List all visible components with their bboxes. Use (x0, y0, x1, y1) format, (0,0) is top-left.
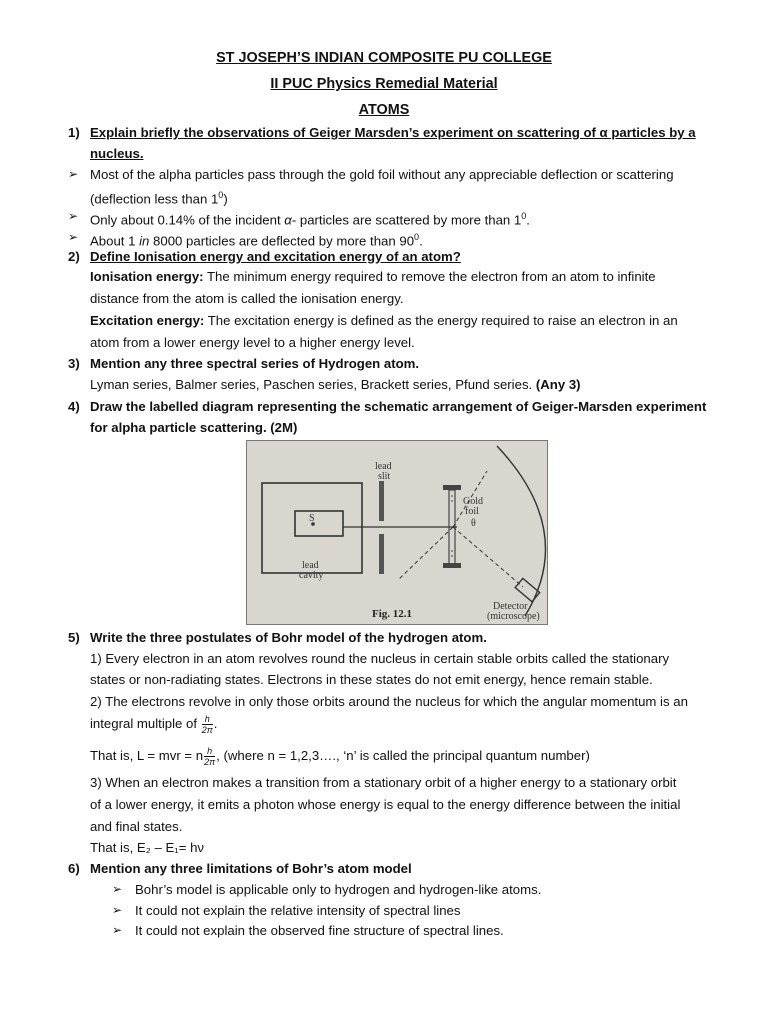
figure-caption: Fig. 12.1 (372, 608, 413, 620)
lead-slit-label-1: lead (375, 461, 392, 472)
bullet-arrow-icon: ➢ (68, 167, 79, 181)
question-number-1: 1) (68, 125, 80, 140)
question-number-5: 5) (68, 630, 80, 645)
question-2: Define Ionisation energy and excitation energy of an atom? (90, 249, 461, 264)
question-number-4: 4) (68, 399, 80, 414)
question-4-line-2: for alpha particle scattering. (2M) (90, 420, 298, 435)
limitation-item: It could not explain the observed fine structure of spectral lines. (135, 923, 504, 938)
q1-bullet-3: About 1 in 8000 particles are deflected by more than $90^0$. (90, 232, 423, 249)
postulate-3-line-4: That is, E₂ – E₁= hν (90, 840, 205, 855)
ionisation-line-2: distance from the atom is called the ionisation energy. (90, 291, 404, 306)
detector-microscope (515, 578, 540, 601)
lead-slit-bottom (379, 534, 384, 574)
q1-bullet-1-line-1: Most of the alpha particles pass through the gold foil without any appreciable deflection or scattering (90, 167, 674, 182)
topic-title: ATOMS (358, 102, 410, 118)
bullet-arrow-icon: ➢ (112, 923, 123, 937)
question-number-3: 3) (68, 356, 80, 371)
question-number-6: 6) (68, 861, 80, 876)
question-1-line-1: Explain briefly the observations of Geiger Marsden’s experiment on scattering of α particles by a (90, 125, 696, 140)
q1-bullet-1-line-2: (deflection less than $1^0$) (90, 190, 228, 207)
limitation-item: Bohr’s model is applicable only to hydrogen and hydrogen-like atoms. (135, 882, 542, 897)
postulate-2-line-1: 2) The electrons revolve in only those orbits around the nucleus for which the angular momentum is an (90, 694, 688, 709)
excitation-line-1: Excitation energy: The excitation energy is defined as the energy required to raise an electron in an (90, 313, 678, 328)
bullet-arrow-icon: ➢ (68, 230, 79, 244)
question-number-2: 2) (68, 249, 80, 264)
detector-label-2: (microscope) (487, 611, 540, 622)
bullet-arrow-icon: ➢ (112, 903, 123, 917)
q1-bullet-2: Only about 0.14% of the incident α- particles are scattered by more than $1^0$. (90, 211, 530, 228)
h-over-2pi-fraction: $\frac{h}{2\pi}$ (201, 714, 213, 736)
theta-label: θ (471, 518, 476, 529)
bullet-arrow-icon: ➢ (112, 882, 123, 896)
question-1-line-2: nucleus. (90, 146, 144, 161)
lead-cavity-label-2: cavity (299, 570, 324, 581)
ionisation-line-1: Ionisation energy: The minimum energy required to remove the electron from an atom to infinite (90, 269, 656, 284)
postulate-2-line-2: integral multiple of $\frac{h}{2\pi}$ . (90, 714, 218, 736)
lead-cavity-label-1: lead (302, 560, 319, 571)
gold-foil-label-2: foil (465, 506, 479, 517)
postulate-1-line-1: 1) Every electron in an atom revolves round the nucleus in certain stable orbits called the stationary (90, 651, 670, 666)
postulate-1-line-2: states or non-radiating states. Electrons in these states do not emit energy, hence remain stable. (90, 672, 653, 687)
question-3-answer: Lyman series, Balmer series, Paschen series, Brackett series, Pfund series. (Any 3) (90, 377, 581, 392)
lead-slit-top (379, 481, 384, 521)
college-title: ST JOSEPH’S INDIAN COMPOSITE PU COLLEGE (216, 50, 552, 66)
postulate-3-line-1: 3) When an electron makes a transition from a stationary orbit of a higher energy to a stationary orbit (90, 775, 677, 790)
material-title: II PUC Physics Remedial Material (270, 76, 498, 92)
postulate-3-line-3: and final states. (90, 819, 183, 834)
foil-holder-top-cap (443, 485, 461, 490)
scattered-path-back (399, 527, 453, 579)
source-label: S (309, 513, 315, 524)
source-chamber (295, 511, 343, 536)
postulate-2-line-3: That is, L = mvr = n $\frac{h}{2\pi}$ , (where n = 1,2,3…., ‘n’ is called the principal quantum number) (90, 746, 590, 768)
postulate-3-line-2: of a lower energy, it emits a photon whose energy is equal to the energy difference between the initial (90, 797, 681, 812)
lead-slit-label-2: slit (378, 471, 391, 482)
question-3: Mention any three spectral series of Hydrogen atom. (90, 356, 420, 371)
bullet-arrow-icon: ➢ (68, 209, 79, 223)
limitation-item: It could not explain the relative intensity of spectral lines (135, 903, 461, 918)
geiger-marsden-figure (246, 440, 548, 625)
detector-label-1: Detector (493, 601, 528, 612)
scattered-path-forward (453, 527, 523, 587)
h-over-2pi-fraction: $\frac{h}{2\pi}$ (204, 746, 216, 768)
excitation-line-2: atom from a lower energy level to a higher energy level. (90, 335, 415, 350)
question-5: Write the three postulates of Bohr model of the hydrogen atom. (90, 630, 487, 645)
gold-foil-label-1: Gold (463, 496, 483, 507)
question-6: Mention any three limitations of Bohr’s atom model (90, 861, 412, 876)
foil-holder-bottom-cap (443, 563, 461, 568)
question-4-line-1: Draw the labelled diagram representing the schematic arrangement of Geiger-Marsden experiment (90, 399, 707, 414)
apparatus-diagram (247, 441, 547, 624)
